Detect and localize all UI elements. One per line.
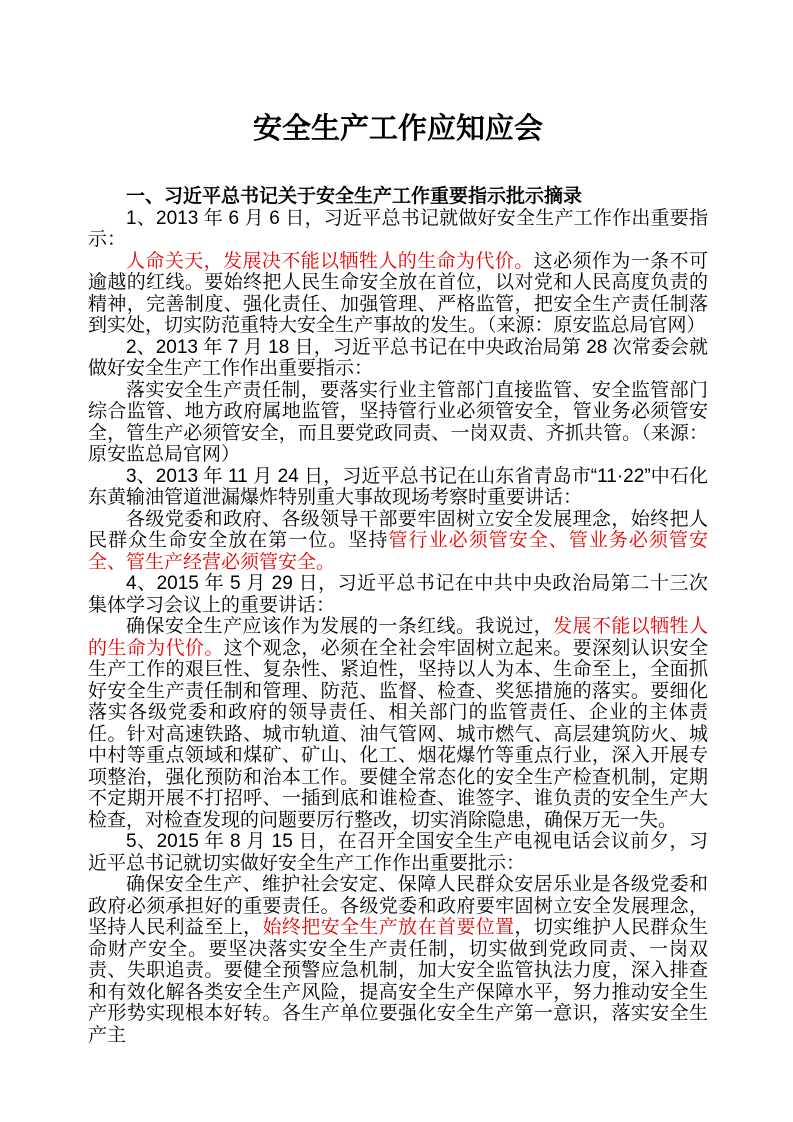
emphasis-run: 管行业必须管安全、管业务必须管安全、管生产经营必须管安全。 <box>88 530 708 573</box>
text-run: 这必须作为一条不可逾越的红线。要始终把人民生命安全放在首位，以对党和人民高度负责的精神，完善制度、强化责任、加强管理、严格监管，把安全生产责任制落到实处，切实防范重特大安全生产事故的发生。（来源：原安监总局官网） <box>88 250 708 336</box>
paragraph <box>88 466 708 509</box>
text-run: 3、2013 年 11 月 24 日，习近平总书记在山东省青岛市“11·22”中石化东黄输油管道泄漏爆炸特别重大事故现场考察时重要讲话： <box>88 465 708 508</box>
document-title: 安全生产工作应知应会 <box>252 113 543 145</box>
paragraph <box>88 337 708 380</box>
paragraph <box>88 874 708 1046</box>
text-run: ，切实维护人民群众生命财产安全。要坚决落实安全生产责任制，切实做到党政同责、一岗双责、失职追责。要健全预警应急机制，加大安全监管执法力度，深入排查和有效化解各类安全生产风险，提高安全生产保障水平，努力推动安全生产形势实现根本好转。各生产单位要强化安全生产第一意识，落实安全生产主 <box>88 917 708 1046</box>
emphasis-run: 始终把安全生产放在首要位置 <box>262 917 515 938</box>
paragraph <box>88 208 708 251</box>
text-run: 一、习近平总书记关于安全生产工作重要指示批示摘录 <box>126 186 583 207</box>
text-run: 5、2015 年 8 月 15 日，在召开全国安全生产电视电话会议前夕，习近平总书记就切实做好安全生产工作作出重要批示： <box>88 831 708 874</box>
paragraph <box>88 573 708 616</box>
paragraph <box>88 186 708 208</box>
text-run: 各级党委和政府、各级领导干部要牢固树立安全发展理念，始终把人民群众生命安全放在第一位。坚持 <box>88 508 708 551</box>
text-run: 2、2013 年 7 月 18 日，习近平总书记在中央政治局第 28 次常委会就做好安全生产工作作出重要指示： <box>88 336 708 379</box>
paragraph <box>88 616 708 831</box>
text-run: 确保安全生产应该作为发展的一条红线。我说过， <box>126 616 554 637</box>
emphasis-run: 发展不能以牺牲人的生命为代价。 <box>88 616 708 659</box>
emphasis-run: 人命关天，发展决不能以牺牲人的生命为代价。 <box>126 250 534 272</box>
text-run: 确保安全生产、维护社会安定、保障人民群众安居乐业是各级党委和政府必须承担好的重要责任。各级党委和政府要牢固树立安全发展理念，坚持人民利益至上， <box>88 874 708 938</box>
paragraph <box>88 251 708 337</box>
text-run: 这个观念，必须在全社会牢固树立起来。要深刻认识安全生产工作的艰巨性、复杂性、紧迫性，坚持以人为本、生命至上，全面抓好安全生产责任制和管理、防范、监督、检查、奖惩措施的落实。要细化落实各级党委和政府的领导责任、相关部门的监管责任、企业的主体责任。针对高速铁路、城市轨道、油气管网、城市燃气、高层建筑防火、城中村等重点领域和煤矿、矿山、化工、烟花爆竹等重点行业，深入开展专项整治，强化预防和治本工作。要健全常态化的安全生产检查机制，定期不定期开展不打招呼、一插到底和谁检查、谁签字、谁负责的安全生产大检查，对检查发现的问题要厉行整改，切实消除隐患，确保万无一失。 <box>88 637 708 831</box>
text-run: 4、2015 年 5 月 29 日，习近平总书记在中共中央政治局第二十三次集体学习会议上的重要讲话： <box>88 573 708 616</box>
paragraph <box>88 831 708 874</box>
text-run: 1、2013 年 6 月 6 日，习近平总书记就做好安全生产工作作出重要指示： <box>88 207 708 250</box>
paragraph <box>88 380 708 466</box>
document-body <box>88 186 708 1046</box>
paragraph <box>88 509 708 574</box>
text-run: 落实安全生产责任制，要落实行业主管部门直接监管、安全监管部门综合监管、地方政府属地监管，坚持管行业必须管安全，管业务必须管安全，管生产必须管安全，而且要党政同责、一岗双责、齐抓共管。（来源：原安监总局官网） <box>88 379 708 465</box>
